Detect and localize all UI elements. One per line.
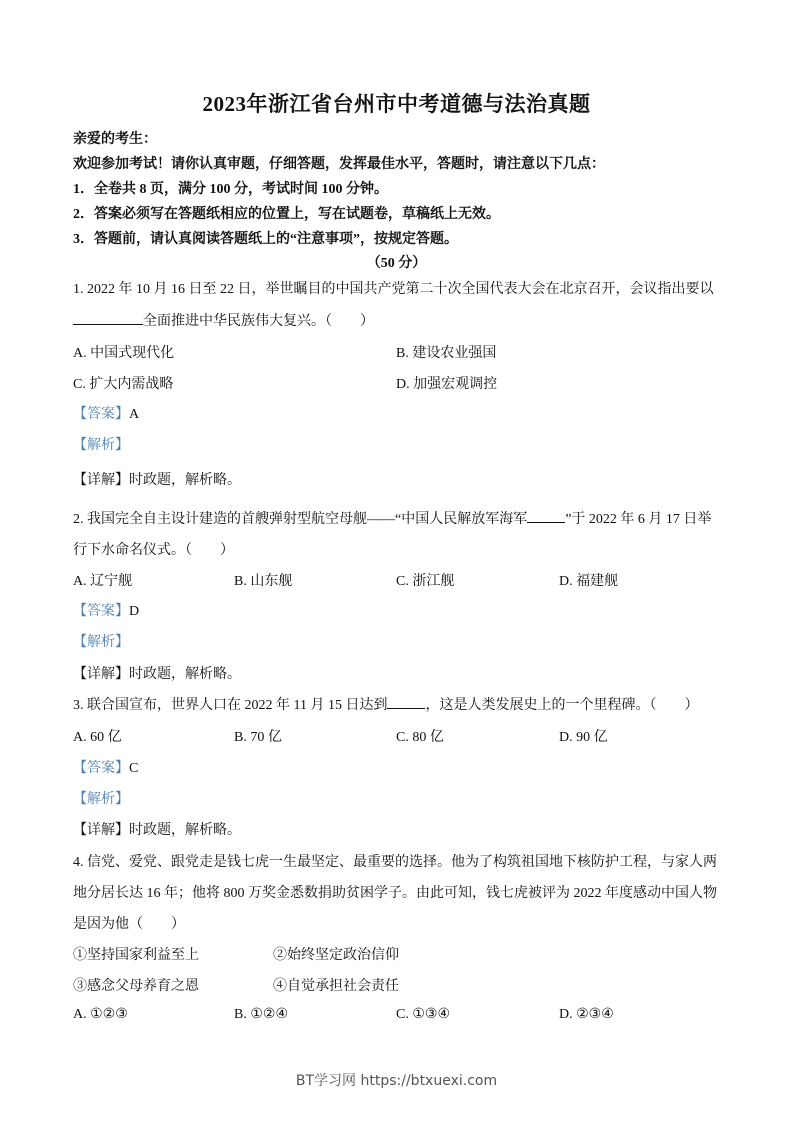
q4-option-b: B. ①②④: [234, 1007, 288, 1022]
q4-statement-4: ④自觉承担社会责任: [273, 979, 399, 994]
q3-stem: [73, 694, 698, 714]
section-score: （50 分）: [366, 256, 427, 271]
detail-text: 时政题，解析略。: [129, 473, 241, 488]
answer-value: D: [129, 604, 140, 619]
q1-option-c: C. 扩大内需战略: [73, 377, 174, 392]
q1-detail: [73, 469, 241, 489]
q3-answer: [73, 757, 138, 777]
q3-stem-part1: 3. 联合国宣布，世界人口在 2022 年 11 月 15 日达到: [73, 698, 388, 713]
q2-stem-part2: ”于 2022 年 6 月 17 日举: [565, 512, 712, 527]
q1-blank: [73, 310, 143, 325]
q2-analysis-tag: 【解析】: [73, 635, 129, 650]
q4-statement-3: ③感念父母养育之恩: [73, 979, 199, 994]
q3-option-d: D. 90 亿: [559, 730, 608, 745]
q3-option-b: B. 70 亿: [234, 730, 282, 745]
q4-stem-line3: 是因为他（ ）: [73, 917, 185, 932]
footer-watermark: BT学习网 https://btxuexi.com: [295, 1073, 498, 1089]
answer-tag: 【答案】: [73, 604, 129, 619]
q2-stem-line1: [73, 508, 711, 528]
q1-stem-line2: [73, 310, 374, 330]
detail-tag: 【详解】: [73, 473, 129, 488]
answer-value: C: [129, 761, 139, 776]
q2-option-b: B. 山东舰: [234, 574, 293, 589]
q2-stem-line2: 行下水命名仪式。（ ）: [73, 543, 234, 558]
q1-stem-text: 全面推进中华民族伟大复兴。（ ）: [143, 314, 374, 329]
q3-option-c: C. 80 亿: [396, 730, 444, 745]
answer-value: A: [129, 407, 140, 422]
q4-statement-1: ①坚持国家利益至上: [73, 948, 199, 963]
q3-detail: [73, 819, 241, 839]
q3-option-a: A. 60 亿: [73, 730, 122, 745]
q4-option-c: C. ①③④: [396, 1007, 450, 1022]
q3-blank: [387, 694, 425, 709]
detail-text: 时政题，解析略。: [129, 823, 241, 838]
q1-option-d: D. 加强宏观调控: [396, 377, 498, 392]
q1-analysis-tag: 【解析】: [73, 438, 129, 453]
q2-stem-part1: 2. 我国完全自主设计建造的首艘弹射型航空母舰——“中国人民解放军海军: [73, 512, 528, 527]
notice-intro: 欢迎参加考试！请你认真审题，仔细答题，发挥最佳水平，答题时，请注意以下几点：: [73, 157, 605, 172]
answer-tag: 【答案】: [73, 407, 129, 422]
page-title: 2023年浙江省台州市中考道德与法治真题: [202, 92, 591, 116]
q2-detail: [73, 663, 241, 683]
q4-statement-2: ②始终坚定政治信仰: [273, 948, 399, 963]
detail-text: 时政题，解析略。: [129, 667, 241, 682]
q2-blank: [527, 508, 565, 523]
q2-option-c: C. 浙江舰: [396, 574, 455, 589]
notice-item-2: 2．答案必须写在答题纸相应的位置上，写在试题卷，草稿纸上无效。: [73, 207, 500, 222]
q2-option-d: D. 福建舰: [559, 574, 619, 589]
q4-stem-line2: 地分居长达 16 年；他将 800 万奖金悉数捐助贫困学子。由此可知，钱七虎被评为 2022 年度感动中国人物: [73, 886, 717, 901]
q1-stem-line1: 1. 2022 年 10 月 16 日至 22 日，举世瞩目的中国共产党第二十次全国代表大会在北京召开，会议指出要以: [73, 282, 714, 297]
q2-option-a: A. 辽宁舰: [73, 574, 133, 589]
detail-tag: 【详解】: [73, 667, 129, 682]
notice-item-3: 3．答题前，请认真阅读答题纸上的“注意事项”，按规定答题。: [73, 232, 458, 247]
q3-stem-part2: ，这是人类发展史上的一个里程碑。（ ）: [425, 698, 699, 713]
q1-answer: [73, 403, 139, 423]
answer-tag: 【答案】: [73, 761, 129, 776]
q4-stem-line1: 4. 信党、爱党、跟党走是钱七虎一生最坚定、最重要的选择。他为了构筑祖国地下核防护工程，与家人两: [73, 855, 717, 870]
detail-tag: 【详解】: [73, 823, 129, 838]
q4-option-d: D. ②③④: [559, 1007, 614, 1022]
greeting: 亲爱的考生：: [73, 132, 157, 147]
notice-item-1: 1．全卷共 8 页，满分 100 分，考试时间 100 分钟。: [73, 182, 388, 197]
q1-option-b: B. 建设农业强国: [396, 346, 497, 361]
q3-analysis-tag: 【解析】: [73, 792, 129, 807]
q1-option-a: A. 中国式现代化: [73, 346, 175, 361]
q2-answer: [73, 600, 139, 620]
q4-option-a: A. ①②③: [73, 1007, 128, 1022]
